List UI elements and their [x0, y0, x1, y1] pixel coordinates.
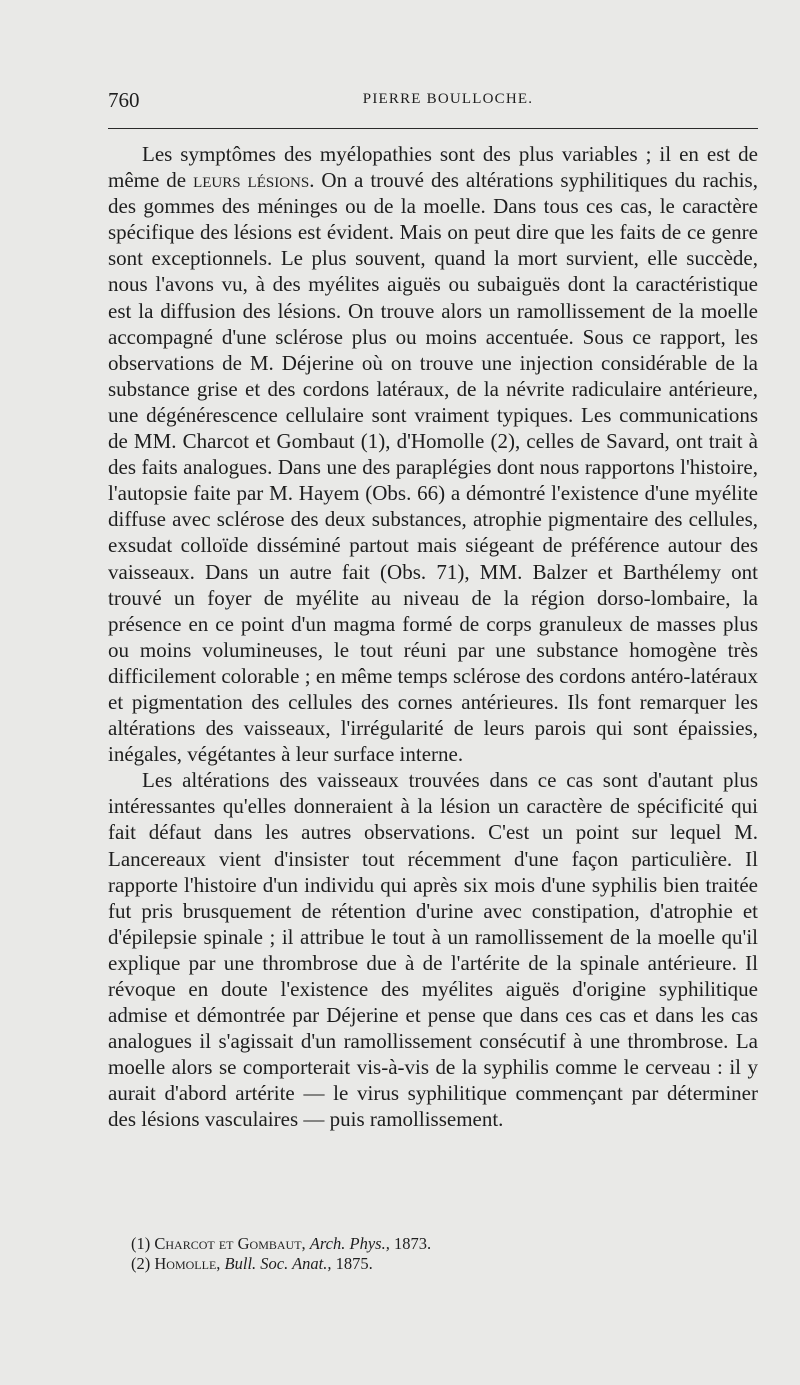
- running-head: PIERRE BOULLOCHE.: [362, 91, 534, 107]
- footnotes: [131, 1234, 731, 1274]
- small-caps-phrase: leurs lésions: [193, 168, 310, 193]
- footnote-year: 1875.: [335, 1254, 373, 1273]
- paragraph-1: [108, 141, 758, 767]
- header-rule: [108, 128, 758, 129]
- page-header: [108, 88, 758, 116]
- paragraph-1-rest: . On a trouvé des altérations syphilitiques du rachis, des gommes des méninges ou de la moelle. Dans tous ces cas, le caractère spécifique des lésions est évident. Mais on peut dire que les faits de ce genre sont exceptionnels. Le plus souvent, quand la mort survient, elle succède, nous l'avons vu, à des myélites aiguës ou subaiguës dont la caractéristique est la diffusion des lésions. On trouve alors un ramollissement de la moelle accompagné d'une sclérose plus ou moins accentuée. Sous ce rapport, les observations de M. Déjerine où on trouve une injection considérable de la substance grise et des cordons latéraux, de la névrite radiculaire antérieure, une dégénérescence cellulaire sont vraiment typiques. Les communications de MM. Charcot et Gombaut (1), d'Homolle (2), celles de Savard, ont trait à des faits analogues. Dans une des paraplégies dont nous rapportons l'histoire, l'autopsie faite par M. Hayem (Obs. 66) a démontré l'existence d'une myélite diffuse avec sclérose des deux substances, atrophie pigmentaire des cellules, exsudat colloïde disséminé partout mais siégeant de préférence autour des vaisseaux. Dans un autre fait (Obs. 71), MM. Balzer et Barthélemy ont trouvé un foyer de myélite au niveau de la région dorso-lombaire, la présence en ce point d'un magma formé de corps granuleux de masses plus ou moins volumineuses, le tout réuni par une substance homogène très difficilement colorable ; en même temps sclérose des cordons antéro-latéraux et pigmentation des cellules des cornes antérieures. Ils font remarquer les altérations des vaisseaux, l'irrégularité de leurs parois qui sont épaissies, inégales, végétantes à leur surface interne.: [108, 168, 758, 767]
- paragraph-1-start: Les symptômes des myélopathies sont des plus variables ; il en est de même de: [108, 142, 758, 193]
- footnote-2: [131, 1254, 731, 1274]
- footnote-author: Charcot et Gombaut,: [154, 1234, 306, 1253]
- footnote-number: (1): [131, 1234, 151, 1253]
- footnote-year: 1873.: [393, 1234, 432, 1253]
- page-number: 760: [108, 88, 140, 112]
- body-text: [108, 141, 758, 1133]
- footnote-number: (2): [131, 1254, 151, 1273]
- paragraph-2: Les altérations des vaisseaux trouvées dans ce cas sont d'autant plus intéressantes qu'elles donneraient à la lésion un caractère de spécificité qui fait défaut dans les autres observations. C'est un point sur lequel M. Lancereaux vient d'insister tout récemment d'une façon particulière. Il rapporte l'histoire d'un individu qui après six mois d'une syphilis bien traitée fut pris brusquement de rétention d'urine avec constipation, d'atrophie et d'épilepsie spinale ; il attribue le tout à un ramollissement de la moelle qu'il explique par une thrombrose due à de l'artérite de la spinale antérieure. Il révoque en doute l'existence des myélites aiguës d'origine syphilitique admise et démontrée par Déjerine et pense que dans ces cas et dans les cas analogues il s'agissait d'un ramollissement consécutif à une thrombrose. La moelle alors se comporterait vis-à-vis de la syphilis comme le cerveau : il y aurait d'abord artérite — le virus syphilitique commençant par déterminer des lésions vasculaires — puis ramollissement.: [108, 768, 758, 1132]
- footnote-source: Arch. Phys.,: [309, 1234, 390, 1253]
- footnote-author: Homolle,: [154, 1254, 221, 1273]
- footnote-1: [131, 1234, 731, 1254]
- footnote-source: Bull. Soc. Anat.,: [224, 1254, 332, 1273]
